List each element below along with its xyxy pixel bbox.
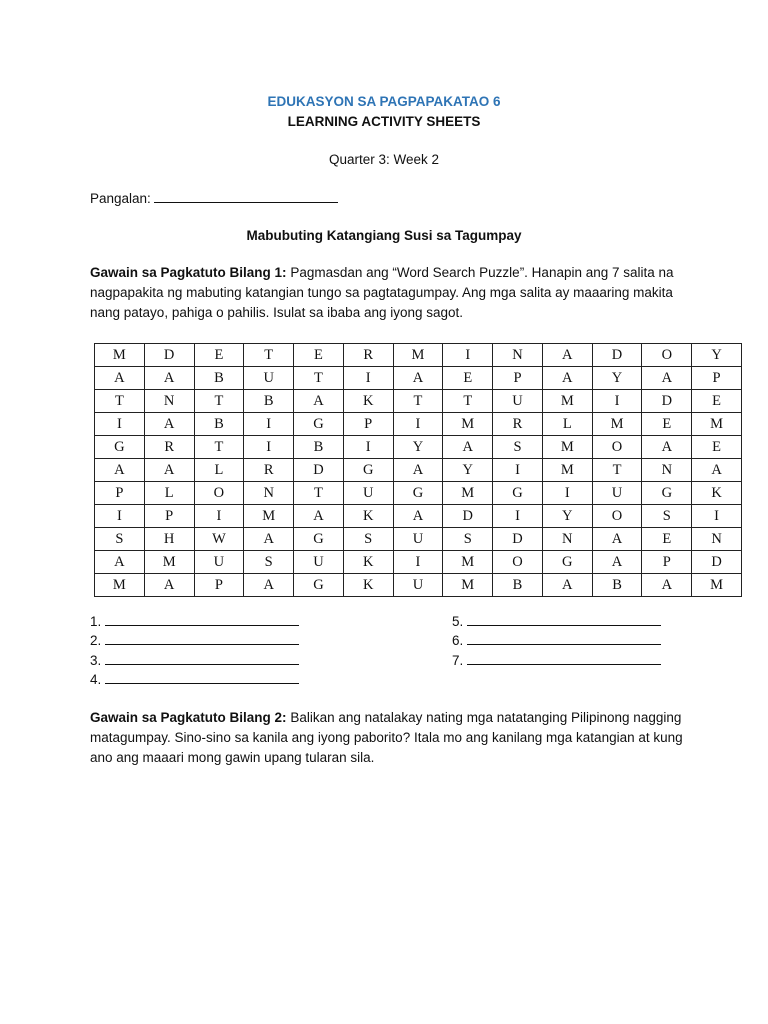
grid-cell[interactable]: O [592,436,642,459]
grid-cell[interactable]: A [542,574,592,597]
grid-cell[interactable]: A [95,551,145,574]
grid-cell[interactable]: A [443,436,493,459]
grid-cell[interactable]: P [642,551,692,574]
grid-cell[interactable]: G [343,459,393,482]
grid-cell[interactable]: T [244,344,294,367]
grid-row [95,528,742,551]
grid-cell[interactable]: B [194,413,244,436]
grid-cell[interactable]: U [493,390,543,413]
grid-cell[interactable]: E [443,367,493,390]
grid-cell[interactable]: N [642,459,692,482]
grid-cell[interactable]: E [294,344,344,367]
grid-cell[interactable]: K [692,482,742,505]
grid-cell[interactable]: S [443,528,493,551]
grid-cell[interactable]: S [343,528,393,551]
grid-cell[interactable]: I [95,505,145,528]
activity-2-label: Gawain sa Pagkatuto Bilang 2: [90,710,287,725]
grid-cell[interactable]: L [542,413,592,436]
grid-cell[interactable]: B [244,390,294,413]
grid-cell[interactable]: D [443,505,493,528]
grid-cell[interactable]: A [95,367,145,390]
grid-cell[interactable]: R [144,436,194,459]
grid-cell[interactable]: B [294,436,344,459]
answer-blank[interactable] [467,631,661,645]
grid-cell[interactable]: T [592,459,642,482]
grid-cell[interactable]: Y [592,367,642,390]
grid-cell[interactable]: T [443,390,493,413]
grid-cell[interactable]: N [144,390,194,413]
grid-cell[interactable]: A [393,367,443,390]
answer-line [90,670,299,689]
grid-cell[interactable]: E [642,413,692,436]
grid-row [95,574,742,597]
answer-number: 1. [90,614,102,629]
grid-cell[interactable]: G [294,574,344,597]
grid-cell[interactable]: M [592,413,642,436]
grid-cell[interactable]: M [443,574,493,597]
grid-cell[interactable]: O [592,505,642,528]
answer-lines-left [90,612,299,689]
grid-cell[interactable]: M [692,413,742,436]
answer-line [90,612,299,631]
grid-cell[interactable]: R [244,459,294,482]
grid-cell[interactable]: P [343,413,393,436]
word-search-grid [94,343,742,597]
grid-cell[interactable]: M [95,574,145,597]
grid-cell[interactable]: I [493,505,543,528]
grid-cell[interactable]: S [95,528,145,551]
grid-cell[interactable]: I [343,436,393,459]
grid-cell[interactable]: A [642,574,692,597]
grid-cell[interactable]: I [95,413,145,436]
grid-cell[interactable]: D [493,528,543,551]
grid-cell[interactable]: A [244,574,294,597]
grid-cell[interactable]: B [592,574,642,597]
grid-cell[interactable]: M [542,436,592,459]
grid-row [95,505,742,528]
grid-cell[interactable]: G [294,528,344,551]
answer-blank[interactable] [105,631,299,645]
grid-cell[interactable]: I [244,413,294,436]
grid-cell[interactable]: D [642,390,692,413]
quarter-week-label: Quarter 3: Week 2 [328,152,440,167]
name-field [90,190,338,206]
grid-cell[interactable]: A [144,459,194,482]
grid-cell[interactable]: M [393,344,443,367]
grid-cell[interactable]: E [642,528,692,551]
grid-cell[interactable]: I [592,390,642,413]
answer-line [90,631,299,650]
grid-cell[interactable]: K [343,574,393,597]
grid-cell[interactable]: A [144,413,194,436]
grid-cell[interactable]: L [194,459,244,482]
grid-cell[interactable]: U [194,551,244,574]
answer-line [452,631,661,650]
grid-cell[interactable]: K [343,551,393,574]
grid-row [95,367,742,390]
answer-blank[interactable] [105,612,299,626]
grid-cell[interactable]: Y [443,459,493,482]
answer-number: 7. [452,652,464,668]
answer-lines-right [452,612,661,670]
grid-cell[interactable]: U [294,551,344,574]
grid-cell[interactable]: G [493,482,543,505]
activity-2-text: Balikan ang natalakay nating mga natatanging Pilipinong nagging matagumpay. Sino-sino sa kanila ang iyong paborito? Itala mo ang kanilang mga katangian at kung ano ang maaari mong gawin upang tularan sila. [90,710,683,765]
grid-cell[interactable]: I [343,367,393,390]
grid-row [95,344,742,367]
grid-row [95,436,742,459]
grid-row [95,482,742,505]
grid-cell[interactable]: I [692,505,742,528]
grid-row [95,413,742,436]
grid-cell[interactable]: I [542,482,592,505]
grid-cell[interactable]: R [343,344,393,367]
grid-cell[interactable]: K [343,505,393,528]
grid-cell[interactable]: B [493,574,543,597]
grid-cell[interactable]: M [144,551,194,574]
grid-cell[interactable]: Y [692,344,742,367]
grid-cell[interactable]: Y [542,505,592,528]
name-blank-line[interactable] [154,190,338,203]
grid-cell[interactable]: U [393,574,443,597]
grid-cell[interactable]: U [592,482,642,505]
answer-blank[interactable] [105,670,299,684]
grid-cell[interactable]: A [592,551,642,574]
answer-number: 2. [90,633,102,649]
grid-cell[interactable]: D [294,459,344,482]
grid-cell[interactable]: M [542,459,592,482]
grid-cell[interactable]: N [692,528,742,551]
grid-cell[interactable]: A [542,367,592,390]
grid-cell[interactable]: T [393,390,443,413]
activity-1-label: Gawain sa Pagkatuto Bilang 1: [90,265,287,280]
grid-cell[interactable]: A [294,505,344,528]
grid-cell[interactable]: A [642,367,692,390]
grid-cell[interactable]: N [244,482,294,505]
grid-cell[interactable]: K [343,390,393,413]
grid-cell[interactable]: O [194,482,244,505]
grid-cell[interactable]: A [592,528,642,551]
grid-cell[interactable]: M [95,344,145,367]
grid-cell[interactable]: S [642,505,692,528]
activity-2-instructions [90,708,690,768]
grid-cell[interactable]: D [144,344,194,367]
grid-cell[interactable]: U [393,528,443,551]
grid-cell[interactable]: P [692,367,742,390]
grid-cell[interactable]: A [144,574,194,597]
grid-cell[interactable]: M [692,574,742,597]
grid-cell[interactable]: T [294,367,344,390]
grid-cell[interactable]: I [493,459,543,482]
grid-cell[interactable]: O [642,344,692,367]
answer-blank[interactable] [467,612,661,626]
grid-cell[interactable]: E [692,436,742,459]
grid-cell[interactable]: O [493,551,543,574]
grid-cell[interactable]: W [194,528,244,551]
grid-cell[interactable]: A [294,390,344,413]
grid-cell[interactable]: I [393,551,443,574]
grid-cell[interactable]: A [542,344,592,367]
grid-cell[interactable]: A [95,459,145,482]
activity-1-instructions [90,263,690,323]
grid-cell[interactable]: E [194,344,244,367]
grid-cell[interactable]: A [642,436,692,459]
grid-cell[interactable]: M [244,505,294,528]
grid-cell[interactable]: M [542,390,592,413]
grid-cell[interactable]: M [443,413,493,436]
grid-cell[interactable]: I [244,436,294,459]
answer-number: 4. [90,671,102,687]
grid-cell[interactable]: G [642,482,692,505]
grid-cell[interactable]: T [294,482,344,505]
grid-cell[interactable]: A [692,459,742,482]
grid-cell[interactable]: A [144,367,194,390]
grid-cell[interactable]: A [244,528,294,551]
grid-cell[interactable]: B [194,367,244,390]
grid-cell[interactable]: S [493,436,543,459]
grid-cell[interactable]: U [343,482,393,505]
answer-blank[interactable] [105,651,299,665]
grid-cell[interactable]: A [393,459,443,482]
activity-1-text: Pagmasdan ang “Word Search Puzzle”. Hanapin ang 7 salita na nagpapakita ng mabuting katangian tungo sa pagtatagumpay. Ang mga salita ay maaaring makita nang patayo, pahiga o pahilis. Isulat sa ibaba ang iyong sagot. [90,265,674,320]
grid-cell[interactable]: M [443,551,493,574]
grid-cell[interactable]: G [542,551,592,574]
grid-cell[interactable]: I [393,413,443,436]
grid-cell[interactable]: G [95,436,145,459]
subject-heading: EDUKASYON SA PAGPAPAKATAO 6 [267,94,501,109]
grid-cell[interactable]: D [692,551,742,574]
grid-cell[interactable]: N [493,344,543,367]
grid-row [95,551,742,574]
grid-cell[interactable]: G [294,413,344,436]
grid-cell[interactable]: G [393,482,443,505]
grid-cell[interactable]: S [244,551,294,574]
grid-cell[interactable]: N [542,528,592,551]
grid-cell[interactable]: T [95,390,145,413]
grid-cell[interactable]: E [692,390,742,413]
grid-cell[interactable]: I [194,505,244,528]
answer-number: 6. [452,633,464,649]
grid-row [95,459,742,482]
grid-cell[interactable]: T [194,390,244,413]
name-label: Pangalan: [90,191,151,206]
grid-cell[interactable]: P [95,482,145,505]
grid-cell[interactable]: H [144,528,194,551]
grid-cell[interactable]: Y [393,436,443,459]
grid-cell[interactable]: A [393,505,443,528]
answer-number: 3. [90,652,102,668]
answer-line [452,651,661,670]
answer-blank[interactable] [467,651,661,665]
grid-cell[interactable]: D [592,344,642,367]
grid-cell[interactable]: U [244,367,294,390]
lesson-title: Mabubuting Katangiang Susi sa Tagumpay [246,228,522,243]
answer-line [452,612,661,631]
grid-cell[interactable]: I [443,344,493,367]
grid-cell[interactable]: P [493,367,543,390]
grid-row [95,390,742,413]
grid-cell[interactable]: T [194,436,244,459]
grid-cell[interactable]: L [144,482,194,505]
grid-cell[interactable]: P [144,505,194,528]
answer-line [90,651,299,670]
grid-cell[interactable]: P [194,574,244,597]
grid-cell[interactable]: M [443,482,493,505]
grid-cell[interactable]: R [493,413,543,436]
answer-number: 5. [452,614,464,629]
sheet-type-heading: LEARNING ACTIVITY SHEETS [287,114,481,129]
